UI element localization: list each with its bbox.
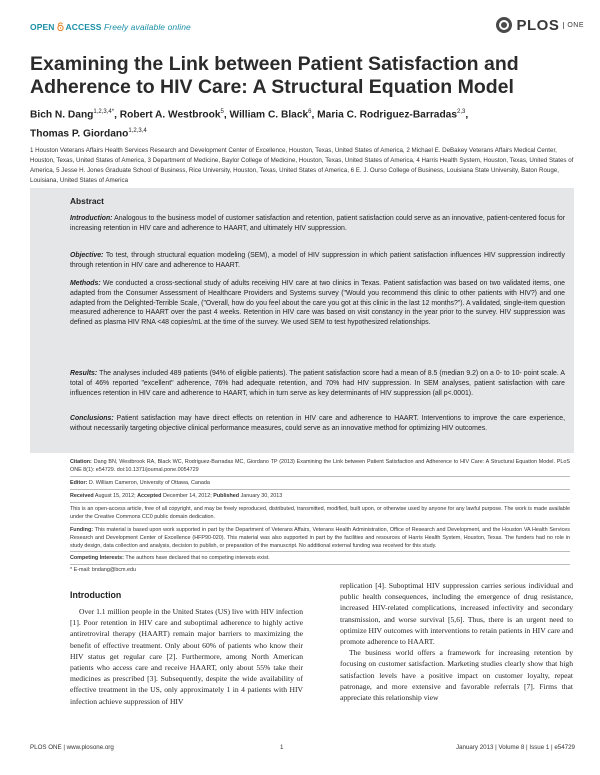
plos-one-logo[interactable] (495, 16, 584, 34)
intro-left-column (70, 590, 303, 707)
competing-interests-label: Competing Interests: (70, 555, 124, 561)
abstract-conclusions (70, 414, 565, 434)
abstract-conclusions-text: Patient satisfaction may have direct effects on retention in HIV care and adherence to HAART. Interventions to improve the care experience, without necessarily targeting objective clinical performance measures, could serve as an innovative method for optimizing HIV outcomes. (70, 415, 565, 432)
abstract-objective-text: To test, through structural equation modeling (SEM), a model of HIV suppression in which patient satisfaction influences HIV suppression indirectly through retention in HIV care and adherence to HAART. (70, 252, 566, 269)
introduction-heading: Introduction (70, 590, 122, 600)
abstract-introduction-text: Analogous to the business model of customer satisfaction and retention, patient satisfaction could serve as an innovative, patient-centered focus for increasing retention in HIV care and adherence to HAART, and ultimately HIV suppression. (70, 215, 565, 232)
received-label: Received (70, 493, 94, 499)
plos-logo-icon (495, 16, 513, 34)
editor-text: D. William Cameron, University of Ottawa, Canada (88, 480, 210, 486)
one-wordmark: ONE (563, 22, 584, 29)
divider (70, 551, 570, 552)
abstract-results-text: The analyses included 489 patients (94% of eligible patients). The patient satisfaction score had a mean of 8.5 (median 9.2) on a 0- to 10- point scale. A total of 46% reported "excellent" adherence, 76% had adequate retention, and 70% had HIV suppression. In SEM analyses, patient satisfaction with care influences retention in HIV care and adherence to HAART, which in turn serve as key determinants of HIV suppression (all p<.0001). (70, 370, 565, 397)
intro-paragraph-2: replication [4]. Suboptimal HIV suppression carries serious individual and public health consequences, including the emergence of drug resistance, increased HIV-related complications, increased infectivity and secondary transmission, and worse survival [5,6]. Thus, there is an urgent need to optimize HIV outcomes with interventions to retain patients in HIV care and promote adherence to HAART. (340, 581, 573, 647)
abstract-box (30, 188, 574, 453)
divider (70, 564, 570, 565)
footer-journal-site[interactable]: PLOS ONE | www.plosone.org (30, 744, 114, 751)
citation (70, 458, 570, 474)
footer-issue: January 2013 | Volume 8 | Issue 1 | e54729 (455, 744, 575, 751)
open-access-banner (30, 22, 191, 32)
funding-label: Funding: (70, 527, 94, 533)
abstract-methods (70, 279, 565, 328)
citation-label: Citation: (70, 459, 92, 465)
divider (70, 476, 570, 477)
intro-right-column (340, 580, 573, 703)
published-label: Published (213, 493, 240, 499)
abstract-methods-text: We conducted a cross-sectional study of adults receiving HIV care at two clinics in Texas. Patient satisfaction was based on two validated items, one adapted from the Consumer Assessment of Healthcare Providers and Systems survey ("Would you recommend this clinic to other patients with HIV?) and one adapted from the Delighted-Terrible Scale, ("Overall, how do you feel about the care you got at this clinic in the last 12 months?"). A validated, single-item question measured adherence to HAART over the past 4 weeks. Retention in HIV care was based on visit constancy in the year prior to the survey. HIV suppression was defined as plasma HIV RNA <48 copies/mL at the time of the survey. We used SEM to test hypothesized relationships. (70, 280, 566, 327)
open-access-label-2: ACCESS (65, 22, 102, 32)
abstract-objective-label: Objective: (70, 252, 104, 259)
abstract-introduction-label: Introduction: (70, 215, 113, 222)
funding (70, 526, 570, 550)
competing-interests (70, 554, 570, 562)
abstract-results-label: Results: (70, 370, 98, 377)
author-name: Bich N. Dang (30, 109, 94, 121)
citation-text[interactable]: Dang BN, Westbrook RA, Black WC, Rodriguez-Barradas MC, Giordano TP (2013) Examining the Link between Patient Satisfaction and Adherence to HIV Care: A Structural Equation Model. PLoS ONE 8(1): e54729. doi:10.1371/journal.pone.0054729 (70, 459, 570, 473)
competing-interests-text: The authors have declared that no competing interests exist. (125, 555, 270, 561)
author-affiliation-marker: 2,3 (457, 109, 466, 115)
abstract-results (70, 369, 565, 398)
author-affiliation-marker: 1,2,3,4* (93, 109, 115, 115)
published-date: January 30, 2013 (240, 493, 283, 499)
received-date: August 15, 2012; (94, 493, 136, 499)
divider (70, 489, 570, 490)
freely-available-label: Freely available online (104, 22, 191, 32)
author-name: Robert A. Westbrook (119, 109, 221, 121)
open-access-lock-icon (57, 22, 64, 31)
dates (70, 492, 570, 500)
abstract-objective (70, 251, 565, 271)
abstract-methods-label: Methods: (70, 280, 101, 287)
author-affiliation-marker: 5 (220, 109, 224, 115)
open-access-label: OPEN (30, 22, 55, 32)
corresponding-email[interactable]: * E-mail: bndang@bcm.edu (70, 567, 137, 573)
intro-paragraph-3: The business world offers a framework for increasing retention by focusing on customer satisfaction. Marketing studies clearly show that high satisfaction levels have a positive impact on customer loyalty, repeat patronage, and more extensive and favorable referrals [7]. Firms that appreciate this relationship view (340, 648, 573, 703)
author-affiliation-marker: 6 (308, 109, 312, 115)
abstract-introduction (70, 214, 565, 234)
editor (70, 479, 570, 487)
copyright-statement: This is an open-access article, free of all copyright, and may be freely reproduced, distributed, transmitted, modified, built upon, or otherwise used by anyone for any lawful purpose. The work is made available under the Creative Commons CC0 public domain dedication. (70, 506, 570, 520)
affiliations: 1 Houston Veterans Affairs Health Services Research and Development Center of Excellence, Houston, Texas, United States of America, 2 Michael E. DeBakey Veterans Affairs Medical Center, Houston, Texas, United States of America, 3 Department of Medicine, Baylor College of Medicine, Houston, Texas, United States of America, 4 Harris Health System, Houston, Texas, United States of America, 5 Jesse H. Jones Graduate School of Business, Rice University, Houston, Texas, United States of America, 6 E. J. Ourso College of Business, Louisiana State University, Baton Rouge, Louisiana, United States of America (30, 147, 574, 185)
plos-wordmark: PLOS (516, 16, 560, 34)
accepted-label: Accepted (137, 493, 162, 499)
funding-text: This material is based upon work supported in part by the Department of Veterans Affairs, Veterans Health Administration, Office of Research and Development, and the Houston VA Health Services Research and Development Center of Excellence (HFP90-020). This material was also supported in part by the facilities and resources of Harris Health System, Houston, Texas. The funders had no role in study design, data collection and analysis, decision to publish, or preparation of the manuscript. No additional external funding was received for this study. (70, 527, 570, 549)
author-name: Maria C. Rodriguez-Barradas (317, 109, 458, 121)
abstract-heading: Abstract (70, 196, 104, 206)
accepted-date: December 14, 2012; (162, 493, 212, 499)
author-affiliation-marker: 1,2,3,4 (128, 128, 147, 135)
article-title: Examining the Link between Patient Satisfaction and Adherence to HIV Care: A Structural Equation Model (30, 53, 519, 98)
divider (70, 502, 570, 503)
author-list: Bich N. Dang$^{1,2,3,4*}$, Robert A. Westbrook$^5$, William C. Black$^6$, Maria C. Rodriguez-Barradas$^{2,3}$, Thomas P. Giordano$^{1,2,3,4}$ (30, 109, 469, 140)
intro-paragraph-1: Over 1.1 million people in the United States (US) live with HIV infection [1]. Poor retention in HIV care and suboptimal adherence to highly active antiretroviral therapy (HAART) remain major barriers to maximizing the benefit of effective treatment. Only about 60% of patients who know their HIV status get regular care [2]. Furthermore, among North American patients who access care and receive HAART, only about 55% take their medicines as prescribed [3]. Subsequently, despite the wide availability of effective treatment in the US, only approximately 1 in 4 patients with HIV infection achieve suppression of HIV (70, 607, 303, 706)
divider (70, 523, 570, 524)
editor-label: Editor: (70, 480, 88, 486)
author-name: Thomas P. Giordano (30, 128, 129, 140)
author-name: William C. Black (229, 109, 309, 121)
footer-page-number: 1 (280, 744, 284, 751)
abstract-conclusions-label: Conclusions: (70, 415, 114, 422)
